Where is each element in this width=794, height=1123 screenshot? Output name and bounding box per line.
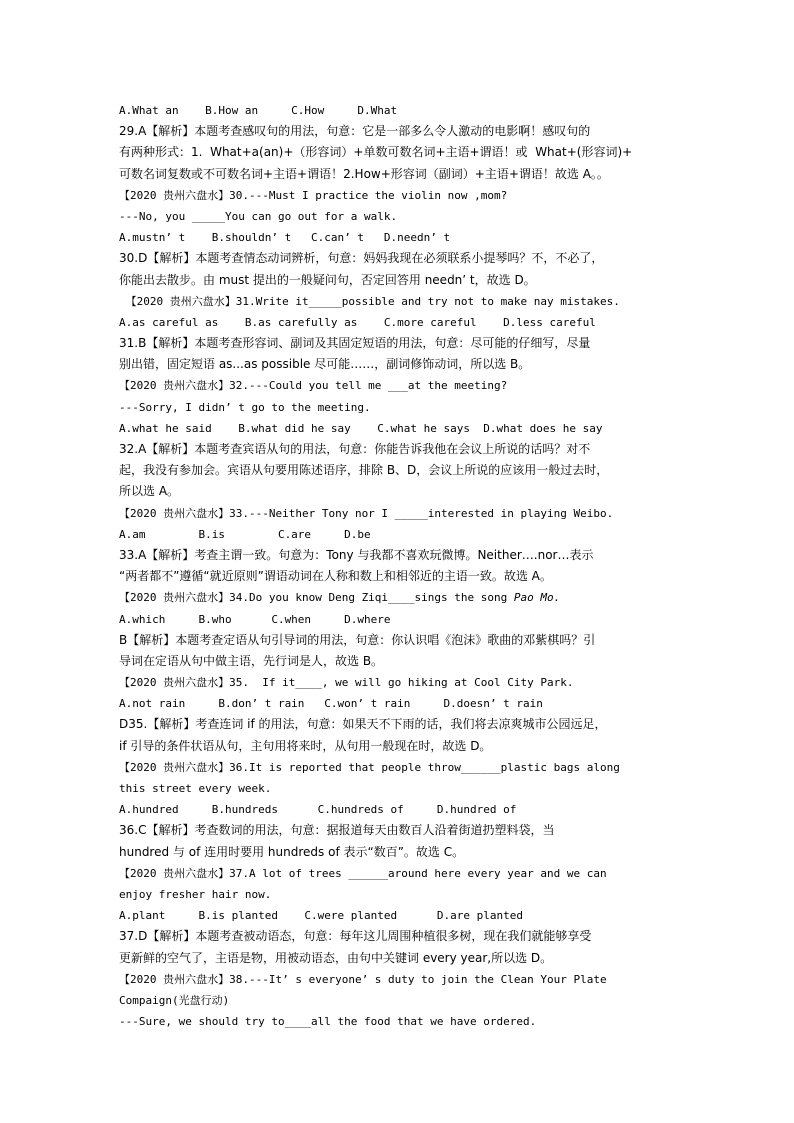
line: A.What an B.How an C.How D.What xyxy=(119,104,398,117)
line: A.what he said B.what did he say C.what he says D.what does he say xyxy=(119,421,603,435)
line: 【2020 贵州六盘水】35. If it____, we will go hiking at Cool City Park. xyxy=(119,676,574,690)
line: 【2020 贵州六盘水】36.It is reported that people throw______plastic bags along xyxy=(119,760,620,774)
line: A.as careful as B.as carefully as C.more careful D.less careful xyxy=(119,315,596,329)
line: if 引导的条件状语从句，主句用将来时，从句用一般现在时，故选 D。 xyxy=(119,738,492,753)
line: ---Sorry, I didn’ t go to the meeting. xyxy=(119,400,371,414)
line: A.not rain B.don’ t rain C.won’ t rain D.doesn’ t rain xyxy=(119,697,543,711)
line: 31.B【解析】本题考查形容词、副词及其固定短语的用法，句意：尽可能的仔细写，尽量 xyxy=(119,336,591,351)
line: A.am B.is C.are D.be xyxy=(119,527,371,541)
line: 32.A【解析】本题考查宾语从句的用法，句意：你能告诉我他在会议上所说的话吗？对不 xyxy=(119,442,591,456)
line: A.which B.who C.when D.where xyxy=(119,612,391,626)
line: 37.D【解析】本题考查被动语态，句意：每年这儿周围种植很多树，现在我们就能够享受 xyxy=(119,929,592,944)
line: 【2020 贵州六盘水】32.---Could you tell me ___at the meeting? xyxy=(119,379,508,393)
line: 可数名词复数或不可数名词+主语+谓语！2.How+形容词（副词）+主语+谓语！故选 A。。 xyxy=(119,166,609,181)
line: this street every week. xyxy=(119,782,272,795)
line: 【2020 贵州六盘水】37.A lot of trees ______around here every year and we can xyxy=(119,866,607,880)
line: 所以选 A。 xyxy=(119,484,180,499)
song-title: Pao Mo. xyxy=(513,591,561,605)
line: 【2020 贵州六盘水】38.---It’ s everyone’ s duty to join the Clean Your Plate xyxy=(119,972,607,986)
line: D35.【解析】考查连词 if 的用法，句意：如果天不下雨的话，我们将去凉爽城市公园远足， xyxy=(119,717,607,732)
line: A.mustn’ t B.shouldn’ t C.can’ t D.needn’ t xyxy=(119,231,451,245)
line: B【解析】本题考查定语从句引导词的用法，句意：你认识唱《泡沫》歌曲的邓紫棋吗？引 xyxy=(119,632,596,647)
line: hundred 与 of 连用时要用 hundreds of 表示“数百”。故选 C。 xyxy=(119,844,465,859)
line: 更新鲜的空气了，主语是物，用被动语态，由句中关键词 every year,所以选 D。 xyxy=(119,950,553,965)
line-text: 【2020 贵州六盘水】34.Do you know Deng Ziqi____sings the song xyxy=(119,591,514,605)
line: A.hundred B.hundreds C.hundreds of D.hundred of xyxy=(119,803,517,817)
line: Compaign(光盘行动) xyxy=(119,993,230,1007)
line: 别出错，固定短语 as...as possible 尽可能……，副词修饰动词，所以选 B。 xyxy=(119,357,531,372)
line: enjoy fresher hair now. xyxy=(119,887,272,901)
line xyxy=(119,587,679,608)
line: 【2020 贵州六盘水】33.---Neither Tony nor I _____interested in playing Weibo. xyxy=(119,506,614,520)
line: 【2020 贵州六盘水】31.Write it_____possible and try not to make nay mistakes. xyxy=(119,294,620,308)
line: 你能出去散步。由 must 提出的一般疑问句，否定回答用 needn’ t，故选 D。 xyxy=(119,272,536,287)
line: 36.C【解析】考查数词的用法，句意：据报道每天由数百人沿着街道扔塑料袋，当 xyxy=(119,823,555,838)
line: 有两种形式：1. What+a(an)+（形容词）+单数可数名词+主语+谓语！或 What+(形容词)+ xyxy=(119,145,633,160)
line: 起，我没有参加会。宾语从句要用陈述语序，排除 B、D，会议上所说的应该用一般过去时， xyxy=(119,463,609,478)
line: ---No, you _____You can go out for a walk. xyxy=(119,209,398,223)
line: 30.D【解析】本题考查情态动词辨析，句意：妈妈我现在必须联系小提琴吗？不，不必了， xyxy=(119,251,604,266)
line: 导词在定语从句中做主语，先行词是人，故选 B。 xyxy=(119,653,384,668)
line: “两者都不”遵循“就近原则”谓语动词在人称和数上和相邻近的主语一致。故选 A。 xyxy=(119,569,552,584)
line: A.plant B.is planted C.were planted D.are planted xyxy=(119,909,523,923)
line: 33.A【解析】考查主谓一致。句意为：Tony 与我都不喜欢玩微博。Neither….nor…表示 xyxy=(119,547,594,562)
line: ---Sure, we should try to____all the food that we have ordered. xyxy=(119,1015,537,1029)
line: 【2020 贵州六盘水】30.---Must I practice the violin now ,mom? xyxy=(119,188,508,202)
line: 29.A【解析】本题考查感叹句的用法，句意：它是一部多么令人激动的电影啊！感叹句的 xyxy=(119,124,591,139)
document-page xyxy=(119,100,679,1032)
